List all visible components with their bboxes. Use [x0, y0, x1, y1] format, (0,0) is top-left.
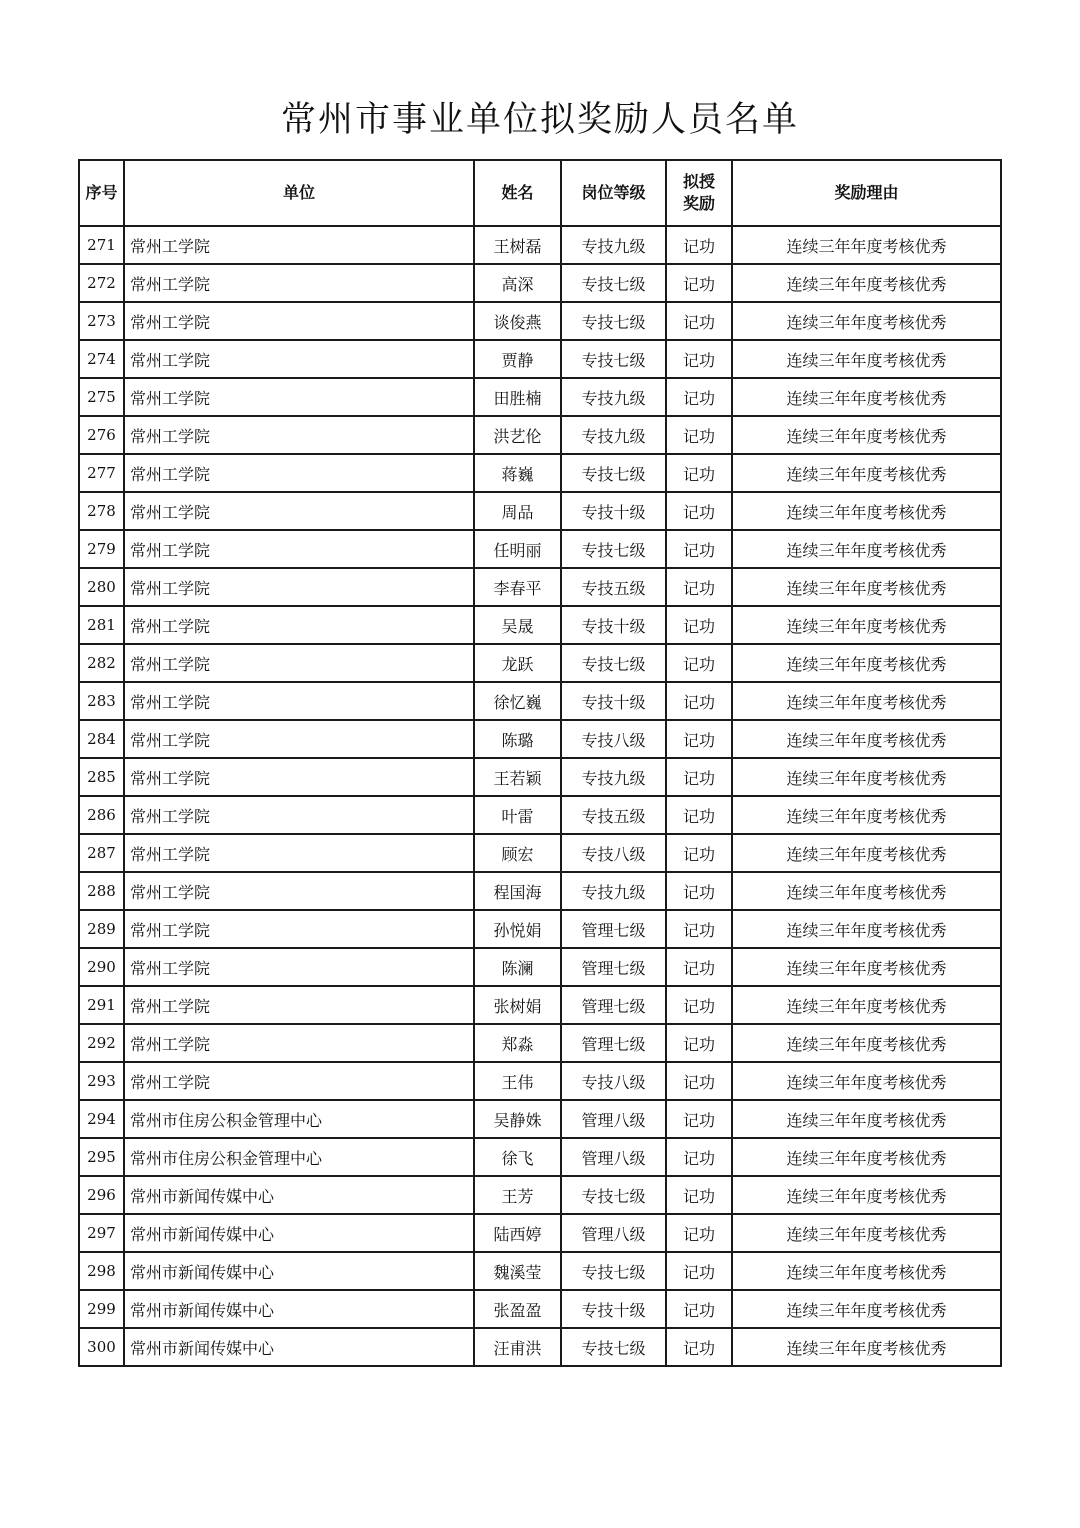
cell-grade: 管理八级	[561, 1138, 666, 1176]
cell-name: 陈澜	[474, 948, 561, 986]
table-row	[79, 872, 1001, 910]
cell-name: 陆西婷	[474, 1214, 561, 1252]
cell-unit: 常州工学院	[124, 644, 474, 682]
cell-unit: 常州工学院	[124, 720, 474, 758]
cell-seq: 290	[79, 948, 124, 986]
cell-seq: 295	[79, 1138, 124, 1176]
cell-reason: 连续三年年度考核优秀	[732, 720, 1001, 758]
table-row	[79, 1290, 1001, 1328]
cell-reason: 连续三年年度考核优秀	[732, 986, 1001, 1024]
cell-name: 陈璐	[474, 720, 561, 758]
cell-award: 记功	[666, 264, 732, 302]
cell-reason: 连续三年年度考核优秀	[732, 416, 1001, 454]
cell-reason: 连续三年年度考核优秀	[732, 834, 1001, 872]
table-row	[79, 1176, 1001, 1214]
cell-seq: 297	[79, 1214, 124, 1252]
cell-reason: 连续三年年度考核优秀	[732, 948, 1001, 986]
cell-name: 张树娟	[474, 986, 561, 1024]
cell-grade: 专技八级	[561, 1062, 666, 1100]
cell-award: 记功	[666, 1062, 732, 1100]
cell-reason: 连续三年年度考核优秀	[732, 1328, 1001, 1366]
cell-unit: 常州市新闻传媒中心	[124, 1290, 474, 1328]
cell-award: 记功	[666, 1100, 732, 1138]
cell-name: 孙悦娟	[474, 910, 561, 948]
cell-award: 记功	[666, 1328, 732, 1366]
cell-unit: 常州市新闻传媒中心	[124, 1328, 474, 1366]
cell-reason: 连续三年年度考核优秀	[732, 568, 1001, 606]
cell-grade: 专技九级	[561, 872, 666, 910]
table-row	[79, 264, 1001, 302]
header-award-line2: 奖励	[682, 194, 715, 213]
cell-award: 记功	[666, 1252, 732, 1290]
cell-unit: 常州工学院	[124, 606, 474, 644]
cell-reason: 连续三年年度考核优秀	[732, 644, 1001, 682]
table-row	[79, 1252, 1001, 1290]
table-row	[79, 340, 1001, 378]
cell-unit: 常州工学院	[124, 492, 474, 530]
cell-grade: 专技七级	[561, 454, 666, 492]
table-row	[79, 492, 1001, 530]
cell-name: 顾宏	[474, 834, 561, 872]
cell-award: 记功	[666, 910, 732, 948]
cell-name: 徐忆巍	[474, 682, 561, 720]
table-row	[79, 986, 1001, 1024]
cell-name: 程国海	[474, 872, 561, 910]
table-row	[79, 1138, 1001, 1176]
cell-reason: 连续三年年度考核优秀	[732, 264, 1001, 302]
cell-seq: 281	[79, 606, 124, 644]
table-row	[79, 568, 1001, 606]
cell-award: 记功	[666, 1138, 732, 1176]
cell-grade: 专技七级	[561, 1252, 666, 1290]
cell-name: 龙跃	[474, 644, 561, 682]
table-row	[79, 378, 1001, 416]
cell-name: 李春平	[474, 568, 561, 606]
cell-seq: 288	[79, 872, 124, 910]
table-row	[79, 226, 1001, 264]
cell-seq: 296	[79, 1176, 124, 1214]
cell-unit: 常州工学院	[124, 986, 474, 1024]
page-title: 常州市事业单位拟奖励人员名单	[280, 100, 799, 140]
cell-award: 记功	[666, 454, 732, 492]
cell-grade: 专技五级	[561, 568, 666, 606]
cell-grade: 专技七级	[561, 530, 666, 568]
cell-grade: 管理七级	[561, 910, 666, 948]
cell-unit: 常州工学院	[124, 454, 474, 492]
cell-unit: 常州工学院	[124, 796, 474, 834]
cell-name: 魏溪莹	[474, 1252, 561, 1290]
cell-unit: 常州工学院	[124, 834, 474, 872]
cell-seq: 277	[79, 454, 124, 492]
cell-unit: 常州市新闻传媒中心	[124, 1176, 474, 1214]
cell-seq: 294	[79, 1100, 124, 1138]
header-award-line1: 拟授	[682, 172, 715, 191]
cell-unit: 常州工学院	[124, 226, 474, 264]
cell-grade: 专技七级	[561, 264, 666, 302]
cell-award: 记功	[666, 758, 732, 796]
table-row	[79, 720, 1001, 758]
cell-seq: 291	[79, 986, 124, 1024]
cell-grade: 专技十级	[561, 1290, 666, 1328]
cell-reason: 连续三年年度考核优秀	[732, 530, 1001, 568]
cell-seq: 283	[79, 682, 124, 720]
cell-reason: 连续三年年度考核优秀	[732, 1100, 1001, 1138]
cell-name: 吴静姝	[474, 1100, 561, 1138]
cell-unit: 常州市新闻传媒中心	[124, 1214, 474, 1252]
cell-name: 田胜楠	[474, 378, 561, 416]
cell-grade: 专技九级	[561, 416, 666, 454]
cell-grade: 专技十级	[561, 492, 666, 530]
cell-unit: 常州工学院	[124, 378, 474, 416]
cell-award: 记功	[666, 416, 732, 454]
header-reason: 奖励理由	[732, 160, 1001, 226]
table-row	[79, 1100, 1001, 1138]
cell-grade: 管理七级	[561, 1024, 666, 1062]
cell-unit: 常州工学院	[124, 1024, 474, 1062]
cell-name: 王伟	[474, 1062, 561, 1100]
cell-unit: 常州市住房公积金管理中心	[124, 1100, 474, 1138]
table-header-row	[79, 160, 1001, 226]
cell-award: 记功	[666, 1290, 732, 1328]
cell-seq: 276	[79, 416, 124, 454]
cell-grade: 专技八级	[561, 720, 666, 758]
cell-reason: 连续三年年度考核优秀	[732, 758, 1001, 796]
cell-award: 记功	[666, 644, 732, 682]
cell-unit: 常州工学院	[124, 872, 474, 910]
table-row	[79, 1214, 1001, 1252]
cell-grade: 专技九级	[561, 378, 666, 416]
cell-award: 记功	[666, 948, 732, 986]
header-grade: 岗位等级	[561, 160, 666, 226]
cell-reason: 连续三年年度考核优秀	[732, 1024, 1001, 1062]
cell-reason: 连续三年年度考核优秀	[732, 1138, 1001, 1176]
cell-reason: 连续三年年度考核优秀	[732, 454, 1001, 492]
cell-seq: 284	[79, 720, 124, 758]
table-row	[79, 454, 1001, 492]
cell-reason: 连续三年年度考核优秀	[732, 1176, 1001, 1214]
cell-grade: 专技七级	[561, 340, 666, 378]
table-row	[79, 758, 1001, 796]
cell-seq: 289	[79, 910, 124, 948]
cell-seq: 274	[79, 340, 124, 378]
cell-name: 郑淼	[474, 1024, 561, 1062]
cell-grade: 专技七级	[561, 1328, 666, 1366]
cell-seq: 299	[79, 1290, 124, 1328]
cell-seq: 272	[79, 264, 124, 302]
cell-grade: 专技五级	[561, 796, 666, 834]
cell-unit: 常州工学院	[124, 530, 474, 568]
cell-name: 张盈盈	[474, 1290, 561, 1328]
table-row	[79, 1024, 1001, 1062]
table-row	[79, 910, 1001, 948]
cell-grade: 专技九级	[561, 758, 666, 796]
cell-name: 徐飞	[474, 1138, 561, 1176]
cell-award: 记功	[666, 378, 732, 416]
cell-grade: 专技七级	[561, 1176, 666, 1214]
cell-award: 记功	[666, 568, 732, 606]
cell-grade: 管理八级	[561, 1100, 666, 1138]
cell-unit: 常州市住房公积金管理中心	[124, 1138, 474, 1176]
cell-grade: 专技八级	[561, 834, 666, 872]
cell-reason: 连续三年年度考核优秀	[732, 1252, 1001, 1290]
cell-seq: 278	[79, 492, 124, 530]
table-row	[79, 948, 1001, 986]
cell-grade: 专技七级	[561, 644, 666, 682]
cell-seq: 282	[79, 644, 124, 682]
cell-grade: 管理七级	[561, 986, 666, 1024]
cell-name: 任明丽	[474, 530, 561, 568]
cell-seq: 286	[79, 796, 124, 834]
cell-award: 记功	[666, 682, 732, 720]
header-award	[666, 160, 732, 226]
cell-grade: 管理七级	[561, 948, 666, 986]
table-row	[79, 834, 1001, 872]
header-unit: 单位	[124, 160, 474, 226]
cell-unit: 常州工学院	[124, 682, 474, 720]
cell-reason: 连续三年年度考核优秀	[732, 910, 1001, 948]
cell-reason: 连续三年年度考核优秀	[732, 1290, 1001, 1328]
table-row	[79, 682, 1001, 720]
cell-seq: 275	[79, 378, 124, 416]
cell-reason: 连续三年年度考核优秀	[732, 378, 1001, 416]
cell-name: 吴晟	[474, 606, 561, 644]
cell-grade: 专技十级	[561, 606, 666, 644]
cell-award: 记功	[666, 1176, 732, 1214]
cell-seq: 292	[79, 1024, 124, 1062]
cell-reason: 连续三年年度考核优秀	[732, 1062, 1001, 1100]
table-row	[79, 302, 1001, 340]
table-row	[79, 644, 1001, 682]
cell-unit: 常州工学院	[124, 264, 474, 302]
cell-name: 蒋巍	[474, 454, 561, 492]
cell-award: 记功	[666, 492, 732, 530]
cell-unit: 常州工学院	[124, 302, 474, 340]
cell-name: 周品	[474, 492, 561, 530]
cell-grade: 专技九级	[561, 226, 666, 264]
cell-award: 记功	[666, 834, 732, 872]
cell-grade: 管理八级	[561, 1214, 666, 1252]
cell-reason: 连续三年年度考核优秀	[732, 302, 1001, 340]
cell-seq: 287	[79, 834, 124, 872]
cell-reason: 连续三年年度考核优秀	[732, 796, 1001, 834]
cell-grade: 专技十级	[561, 682, 666, 720]
cell-name: 汪甫洪	[474, 1328, 561, 1366]
table-row	[79, 606, 1001, 644]
cell-seq: 300	[79, 1328, 124, 1366]
cell-award: 记功	[666, 530, 732, 568]
cell-name: 洪艺伦	[474, 416, 561, 454]
cell-award: 记功	[666, 872, 732, 910]
cell-name: 贾静	[474, 340, 561, 378]
cell-award: 记功	[666, 720, 732, 758]
cell-reason: 连续三年年度考核优秀	[732, 682, 1001, 720]
cell-unit: 常州市新闻传媒中心	[124, 1252, 474, 1290]
cell-reason: 连续三年年度考核优秀	[732, 606, 1001, 644]
cell-unit: 常州工学院	[124, 758, 474, 796]
cell-name: 谈俊燕	[474, 302, 561, 340]
cell-grade: 专技七级	[561, 302, 666, 340]
table-row	[79, 796, 1001, 834]
cell-award: 记功	[666, 986, 732, 1024]
cell-name: 王若颖	[474, 758, 561, 796]
cell-name: 高深	[474, 264, 561, 302]
cell-reason: 连续三年年度考核优秀	[732, 340, 1001, 378]
cell-seq: 271	[79, 226, 124, 264]
cell-award: 记功	[666, 796, 732, 834]
cell-unit: 常州工学院	[124, 910, 474, 948]
cell-unit: 常州工学院	[124, 416, 474, 454]
cell-award: 记功	[666, 1024, 732, 1062]
award-roster-table	[78, 159, 1002, 1367]
cell-seq: 298	[79, 1252, 124, 1290]
cell-unit: 常州工学院	[124, 568, 474, 606]
cell-award: 记功	[666, 606, 732, 644]
table-row	[79, 530, 1001, 568]
cell-award: 记功	[666, 226, 732, 264]
cell-seq: 285	[79, 758, 124, 796]
table-row	[79, 416, 1001, 454]
cell-name: 叶雷	[474, 796, 561, 834]
cell-reason: 连续三年年度考核优秀	[732, 492, 1001, 530]
header-seq: 序号	[79, 160, 124, 226]
cell-seq: 293	[79, 1062, 124, 1100]
header-name: 姓名	[474, 160, 561, 226]
cell-name: 王树磊	[474, 226, 561, 264]
cell-unit: 常州工学院	[124, 948, 474, 986]
table-body	[79, 226, 1001, 1366]
cell-unit: 常州工学院	[124, 340, 474, 378]
cell-unit: 常州工学院	[124, 1062, 474, 1100]
cell-award: 记功	[666, 302, 732, 340]
cell-reason: 连续三年年度考核优秀	[732, 1214, 1001, 1252]
cell-seq: 273	[79, 302, 124, 340]
cell-seq: 279	[79, 530, 124, 568]
cell-award: 记功	[666, 340, 732, 378]
cell-reason: 连续三年年度考核优秀	[732, 226, 1001, 264]
cell-reason: 连续三年年度考核优秀	[732, 872, 1001, 910]
table-row	[79, 1062, 1001, 1100]
cell-award: 记功	[666, 1214, 732, 1252]
cell-name: 王芳	[474, 1176, 561, 1214]
cell-seq: 280	[79, 568, 124, 606]
table-row	[79, 1328, 1001, 1366]
